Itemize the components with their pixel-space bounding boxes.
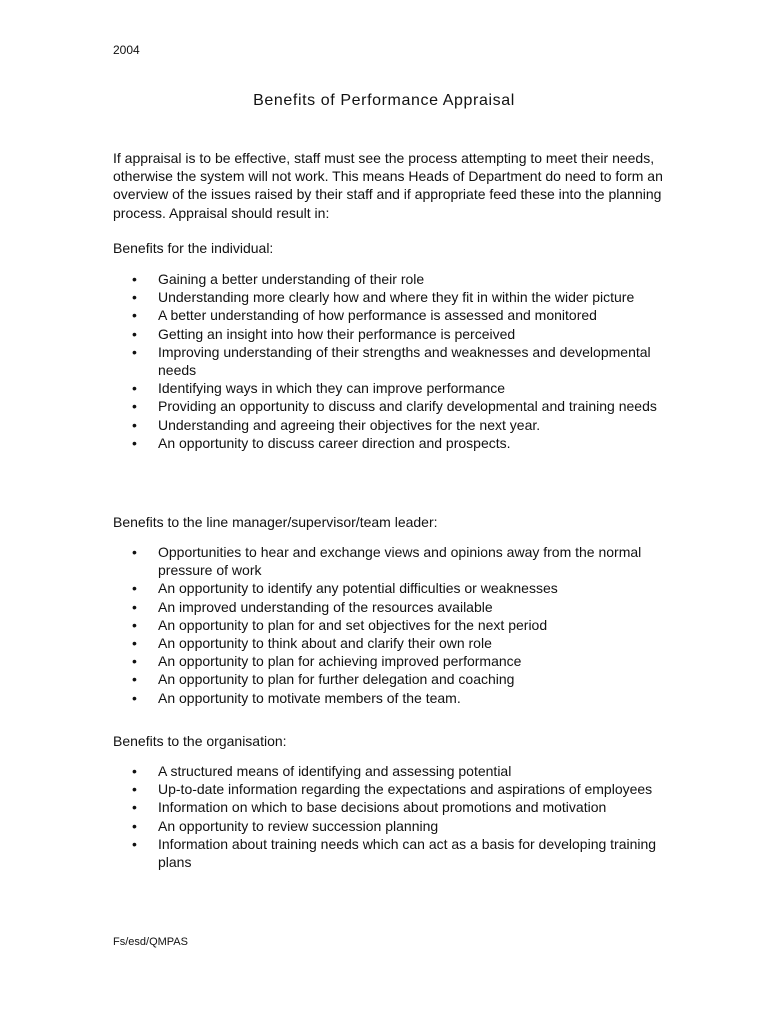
list-item: • Opportunities to hear and exchange views and opinions away from the normal pressure of work — [113, 543, 673, 579]
list-item: • An opportunity to identify any potential difficulties or weaknesses — [113, 579, 673, 597]
list-item: • Up-to-date information regarding the expectations and aspirations of employees — [113, 780, 673, 798]
footer-code: Fs/esd/QMPAS — [113, 936, 188, 948]
list-item: • Improving understanding of their strengths and weaknesses and developmental needs — [113, 343, 673, 379]
list-item: • An improved understanding of the resources available — [113, 598, 673, 616]
list-item: • Identifying ways in which they can improve performance — [113, 379, 673, 397]
list-item: • An opportunity to plan for achieving improved performance — [113, 652, 673, 670]
bullet-list-manager — [113, 543, 673, 707]
list-item: • Information about training needs which can act as a basis for developing training plans — [113, 835, 673, 871]
document-title: Benefits of Performance Appraisal — [253, 92, 515, 109]
list-item: • An opportunity to review succession planning — [113, 817, 673, 835]
list-item: • Gaining a better understanding of their role — [113, 270, 673, 288]
intro-paragraph: If appraisal is to be effective, staff must see the process attempting to meet their needs, otherwise the system will not work. This means Heads of Department do need to form an overview of the issues raised by their staff and if appropriate feed these into the planning process. Appraisal should result in: — [113, 150, 663, 221]
list-item: • A structured means of identifying and assessing potential — [113, 762, 673, 780]
list-item: • An opportunity to motivate members of the team. — [113, 689, 673, 707]
list-item: • Providing an opportunity to discuss and clarify developmental and training needs — [113, 397, 673, 415]
list-item: • An opportunity to think about and clarify their own role — [113, 634, 673, 652]
bullet-list-individual — [113, 270, 673, 452]
document-year: 2004 — [113, 43, 140, 57]
list-item: • An opportunity to plan for further delegation and coaching — [113, 670, 673, 688]
bullet-list-organisation — [113, 762, 673, 871]
list-item: • Getting an insight into how their performance is perceived — [113, 325, 673, 343]
section-heading-organisation: Benefits to the organisation: — [113, 733, 287, 749]
list-item: • Information on which to base decisions about promotions and motivation — [113, 798, 673, 816]
list-item: • An opportunity to plan for and set objectives for the next period — [113, 616, 673, 634]
section-heading-individual: Benefits for the individual: — [113, 240, 274, 256]
section-heading-manager: Benefits to the line manager/supervisor/team leader: — [113, 514, 438, 530]
list-item: • An opportunity to discuss career direction and prospects. — [113, 434, 673, 452]
list-item: • Understanding and agreeing their objectives for the next year. — [113, 416, 673, 434]
list-item: • Understanding more clearly how and where they fit in within the wider picture — [113, 288, 673, 306]
list-item: • A better understanding of how performance is assessed and monitored — [113, 306, 673, 324]
